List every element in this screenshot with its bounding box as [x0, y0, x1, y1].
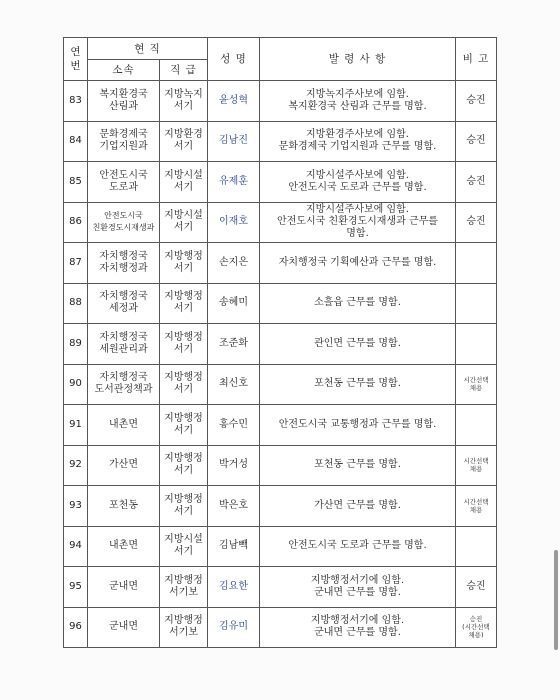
row-num: 89 — [64, 324, 88, 365]
row-affiliation: 복지환경국 산림과 — [88, 81, 160, 122]
row-rank: 지방시설 서기 — [160, 202, 208, 243]
row-rank: 지방행정 서기 — [160, 364, 208, 405]
table-row — [64, 243, 497, 284]
table-row — [64, 526, 497, 567]
row-note: 승진 — [456, 162, 497, 203]
row-name: 홍수민 — [208, 405, 260, 446]
row-name: 김남진 — [208, 121, 260, 162]
row-note — [456, 324, 497, 365]
row-rank: 지방행정 서기 — [160, 324, 208, 365]
row-rank: 지방환경 서기 — [160, 121, 208, 162]
row-num: 88 — [64, 283, 88, 324]
row-note: 승진 (시간선택 채용) — [456, 607, 497, 648]
row-num: 93 — [64, 486, 88, 527]
row-name: 손지은 — [208, 243, 260, 284]
table-row — [64, 567, 497, 608]
row-order: 포천동 근무를 명함. — [260, 445, 456, 486]
scrollbar[interactable] — [554, 550, 558, 650]
table-row — [64, 324, 497, 365]
row-rank: 지방행정 서기보 — [160, 607, 208, 648]
row-note: 시간선택 채용 — [456, 364, 497, 405]
row-name: 박거성 — [208, 445, 260, 486]
row-note: 시간선택 채용 — [456, 486, 497, 527]
row-affiliation: 자치행정국 세정과 — [88, 283, 160, 324]
row-rank: 지방시설 서기 — [160, 526, 208, 567]
row-affiliation: 내촌면 — [88, 526, 160, 567]
row-rank: 지방녹지 서기 — [160, 81, 208, 122]
row-order: 자치행정국 기획예산과 근무를 명함. — [260, 243, 456, 284]
row-affiliation: 가산면 — [88, 445, 160, 486]
row-name: 김남빽 — [208, 526, 260, 567]
row-note — [456, 283, 497, 324]
row-affiliation: 문화경제국 기업지원과 — [88, 121, 160, 162]
row-num: 84 — [64, 121, 88, 162]
row-order: 지방녹지주사보에 임함. 복지환경국 산림과 근무를 명함. — [260, 81, 456, 122]
row-affiliation: 군내면 — [88, 567, 160, 608]
row-affiliation: 내촌면 — [88, 405, 160, 446]
row-affiliation: 안전도시국 친환경도시재생과 — [88, 202, 160, 243]
row-note: 승진 — [456, 202, 497, 243]
table-row — [64, 121, 497, 162]
row-order: 안전도시국 도로과 근무를 명함. — [260, 526, 456, 567]
table-row — [64, 486, 497, 527]
row-order: 지방행정서기에 임함. 군내면 근무를 명함. — [260, 567, 456, 608]
row-order: 지방시설주사보에 임함. 안전도시국 도로과 근무를 명함. — [260, 162, 456, 203]
row-affiliation: 포천동 — [88, 486, 160, 527]
row-num: 86 — [64, 202, 88, 243]
table-row — [64, 607, 497, 648]
row-name: 송혜미 — [208, 283, 260, 324]
row-name: 최신호 — [208, 364, 260, 405]
row-order: 소흘읍 근무를 명함. — [260, 283, 456, 324]
row-note — [456, 526, 497, 567]
header-rank: 직 급 — [160, 60, 208, 81]
row-num: 85 — [64, 162, 88, 203]
row-note: 시간선택 채용 — [456, 445, 497, 486]
row-rank: 지방행정 서기 — [160, 486, 208, 527]
row-rank: 지방행정 서기 — [160, 243, 208, 284]
row-order: 지방환경주사보에 임함. 문화경제국 기업지원과 근무를 명함. — [260, 121, 456, 162]
table-body — [64, 81, 497, 648]
row-name: 이재호 — [208, 202, 260, 243]
row-num: 94 — [64, 526, 88, 567]
row-name: 유제훈 — [208, 162, 260, 203]
row-order: 지방행정서기에 임함. 군내면 근무를 명함. — [260, 607, 456, 648]
row-note: 승진 — [456, 121, 497, 162]
table-row — [64, 445, 497, 486]
row-note — [456, 405, 497, 446]
header-order: 발 령 사 항 — [260, 38, 456, 81]
row-affiliation: 군내면 — [88, 607, 160, 648]
table-row — [64, 364, 497, 405]
header-affiliation: 소속 — [88, 60, 160, 81]
row-num: 92 — [64, 445, 88, 486]
row-rank: 지방행정 서기 — [160, 405, 208, 446]
row-order: 관인면 근무를 명함. — [260, 324, 456, 365]
row-affiliation: 안전도시국 도로과 — [88, 162, 160, 203]
row-note — [456, 243, 497, 284]
row-name: 김요한 — [208, 567, 260, 608]
row-order: 지방시설주사보에 임함. 안전도시국 친환경도시재생과 근무를 명함. — [260, 202, 456, 243]
header-num: 연 번 — [64, 38, 88, 81]
table-row — [64, 162, 497, 203]
table-row — [64, 202, 497, 243]
header-name: 성 명 — [208, 38, 260, 81]
personnel-order-table — [63, 37, 497, 648]
row-num: 91 — [64, 405, 88, 446]
row-num: 90 — [64, 364, 88, 405]
row-rank: 지방행정 서기 — [160, 283, 208, 324]
row-affiliation: 자치행정국 세원관리과 — [88, 324, 160, 365]
row-affiliation: 자치행정국 자치행정과 — [88, 243, 160, 284]
row-name: 조준화 — [208, 324, 260, 365]
table-row — [64, 283, 497, 324]
row-name: 김유미 — [208, 607, 260, 648]
header-current: 현 직 — [88, 38, 208, 60]
header-note: 비 고 — [456, 38, 497, 81]
row-rank: 지방행정 서기보 — [160, 567, 208, 608]
table-row — [64, 405, 497, 446]
row-num: 95 — [64, 567, 88, 608]
row-num: 87 — [64, 243, 88, 284]
row-order: 안전도시국 교통행정과 근무를 명함. — [260, 405, 456, 446]
row-num: 96 — [64, 607, 88, 648]
table-row — [64, 81, 497, 122]
row-rank: 지방시설 서기 — [160, 162, 208, 203]
row-note: 승진 — [456, 567, 497, 608]
row-name: 박은호 — [208, 486, 260, 527]
row-rank: 지방행정 서기 — [160, 445, 208, 486]
row-name: 윤성혁 — [208, 81, 260, 122]
row-num: 83 — [64, 81, 88, 122]
row-order: 포천동 근무를 명함. — [260, 364, 456, 405]
row-note: 승진 — [456, 81, 497, 122]
row-affiliation: 자치행정국 도서관정책과 — [88, 364, 160, 405]
row-order: 가산면 근무를 명함. — [260, 486, 456, 527]
